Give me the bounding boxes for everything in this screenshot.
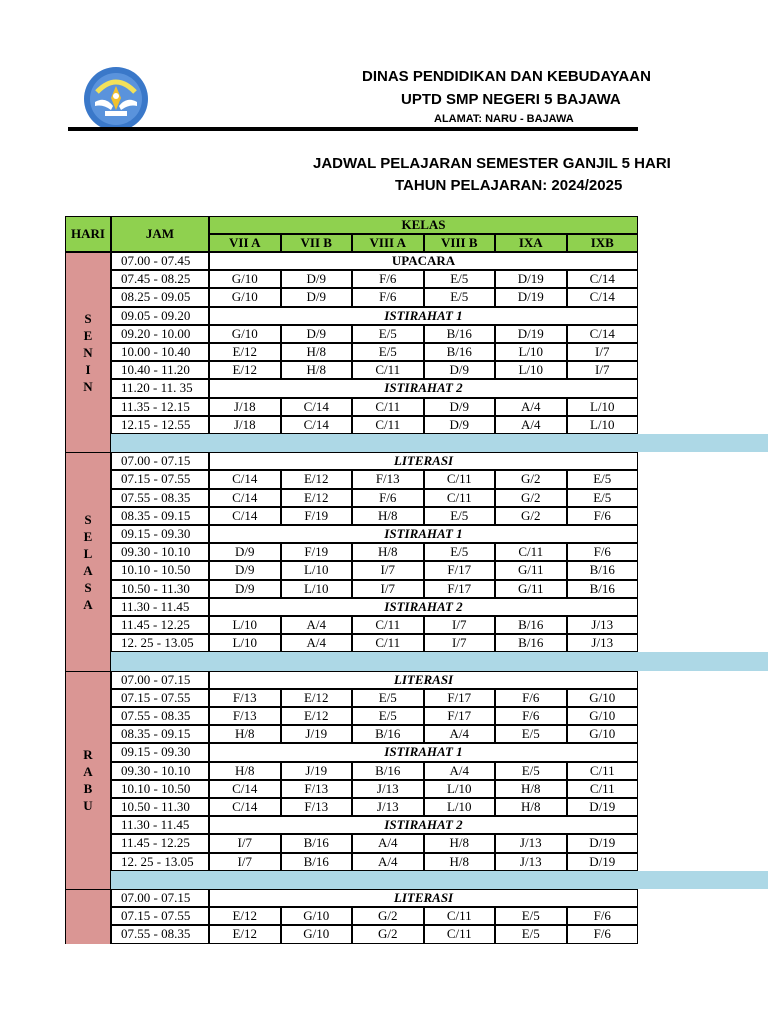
- time-slot: 11.35 - 12.15: [111, 398, 209, 416]
- subject-cell: G/10: [209, 270, 281, 288]
- subject-cell: B/16: [281, 834, 353, 852]
- subject-cell: G/10: [567, 725, 639, 743]
- subject-cell: E/5: [424, 270, 496, 288]
- subject-cell: C/14: [567, 270, 639, 288]
- day-letter: S: [84, 579, 92, 595]
- time-slot: 09.15 - 09.30: [111, 525, 209, 543]
- day-letter: U: [83, 798, 93, 814]
- subject-cell: H/8: [281, 361, 353, 379]
- subject-cell: F/13: [209, 689, 281, 707]
- time-slot: 11.20 - 11. 35: [111, 379, 209, 397]
- subject-cell: G/11: [495, 561, 567, 579]
- time-slot: 07.15 - 07.55: [111, 689, 209, 707]
- school-name: UPTD SMP NEGERI 5 BAJAWA: [401, 91, 621, 108]
- subject-cell: E/5: [567, 489, 639, 507]
- subject-cell: D/9: [281, 325, 353, 343]
- time-slot: 11.45 - 12.25: [111, 616, 209, 634]
- time-slot: 07.55 - 08.35: [111, 489, 209, 507]
- subject-cell: I/7: [567, 343, 639, 361]
- subject-cell: F/13: [281, 780, 353, 798]
- subject-cell: E/12: [209, 907, 281, 925]
- time-slot: 09.05 - 09.20: [111, 307, 209, 325]
- subject-cell: C/14: [281, 416, 353, 434]
- time-slot: 11.45 - 12.25: [111, 834, 209, 852]
- subject-cell: J/19: [281, 725, 353, 743]
- schedule-title: JADWAL PELAJARAN SEMESTER GANJIL 5 HARI: [313, 155, 671, 172]
- subject-cell: A/4: [281, 634, 353, 652]
- time-slot: 07.00 - 07.15: [111, 671, 209, 689]
- subject-cell: E/12: [281, 489, 353, 507]
- subject-cell: H/8: [352, 543, 424, 561]
- subject-cell: E/5: [495, 762, 567, 780]
- subject-cell: F/6: [567, 507, 639, 525]
- school-address: ALAMAT: NARU - BAJAWA: [434, 113, 574, 125]
- subject-cell: G/2: [352, 925, 424, 943]
- day-label: [65, 452, 111, 670]
- subject-cell: C/14: [209, 507, 281, 525]
- subject-cell: F/6: [352, 489, 424, 507]
- subject-cell: C/11: [424, 925, 496, 943]
- subject-cell: A/4: [424, 725, 496, 743]
- day-letter: A: [83, 596, 93, 612]
- subject-cell: G/10: [209, 288, 281, 306]
- school-year: TAHUN PELAJARAN: 2024/2025: [395, 177, 623, 194]
- subject-cell: D/9: [209, 561, 281, 579]
- day-letter: E: [83, 528, 93, 544]
- event-label: ISTIRAHAT 1: [209, 525, 638, 543]
- subject-cell: F/13: [209, 707, 281, 725]
- subject-cell: J/18: [209, 398, 281, 416]
- time-slot: 12. 25 - 13.05: [111, 853, 209, 871]
- subject-cell: C/11: [424, 489, 496, 507]
- day-letter: A: [83, 764, 93, 780]
- subject-cell: B/16: [424, 343, 496, 361]
- time-slot: 10.40 - 11.20: [111, 361, 209, 379]
- subject-cell: A/4: [495, 416, 567, 434]
- time-slot: 08.25 - 09.05: [111, 288, 209, 306]
- day-separator: [111, 434, 768, 452]
- subject-cell: I/7: [209, 853, 281, 871]
- subject-cell: F/13: [352, 470, 424, 488]
- time-slot: 09.15 - 09.30: [111, 743, 209, 761]
- subject-cell: F/6: [352, 270, 424, 288]
- subject-cell: A/4: [281, 616, 353, 634]
- subject-cell: F/19: [281, 543, 353, 561]
- subject-cell: F/6: [567, 543, 639, 561]
- event-label: ISTIRAHAT 2: [209, 598, 638, 616]
- subject-cell: G/2: [495, 507, 567, 525]
- subject-cell: J/13: [352, 780, 424, 798]
- subject-cell: B/16: [495, 634, 567, 652]
- subject-cell: E/5: [567, 470, 639, 488]
- time-slot: 10.10 - 10.50: [111, 780, 209, 798]
- event-label: ISTIRAHAT 1: [209, 307, 638, 325]
- subject-cell: G/10: [567, 689, 639, 707]
- subject-cell: C/14: [567, 288, 639, 306]
- subject-cell: E/12: [281, 470, 353, 488]
- subject-cell: L/10: [495, 343, 567, 361]
- subject-cell: E/5: [495, 725, 567, 743]
- jam-header: JAM: [111, 216, 209, 252]
- time-slot: 11.30 - 11.45: [111, 816, 209, 834]
- hari-header: HARI: [65, 216, 111, 252]
- time-slot: 07.55 - 08.35: [111, 707, 209, 725]
- subject-cell: D/19: [567, 834, 639, 852]
- subject-cell: E/5: [495, 925, 567, 943]
- subject-cell: I/7: [352, 580, 424, 598]
- subject-cell: G/11: [495, 580, 567, 598]
- subject-cell: B/16: [567, 580, 639, 598]
- time-slot: 08.35 - 09.15: [111, 507, 209, 525]
- subject-cell: C/11: [424, 470, 496, 488]
- subject-cell: C/11: [352, 616, 424, 634]
- time-slot: 07.45 - 08.25: [111, 270, 209, 288]
- subject-cell: C/11: [567, 780, 639, 798]
- subject-cell: H/8: [352, 507, 424, 525]
- day-letter: I: [85, 362, 91, 378]
- subject-cell: H/8: [209, 725, 281, 743]
- time-slot: 09.20 - 10.00: [111, 325, 209, 343]
- day-separator: [111, 652, 768, 670]
- day-letter: R: [83, 747, 93, 763]
- subject-cell: G/10: [281, 925, 353, 943]
- time-slot: 10.00 - 10.40: [111, 343, 209, 361]
- subject-cell: C/11: [567, 762, 639, 780]
- subject-cell: L/10: [209, 616, 281, 634]
- subject-cell: D/19: [495, 325, 567, 343]
- subject-cell: D/9: [424, 398, 496, 416]
- subject-cell: H/8: [281, 343, 353, 361]
- subject-cell: G/2: [495, 489, 567, 507]
- class-header: VIII A: [352, 234, 424, 252]
- subject-cell: L/10: [281, 580, 353, 598]
- time-slot: 07.55 - 08.35: [111, 925, 209, 943]
- subject-cell: F/17: [424, 580, 496, 598]
- day-letter: B: [83, 781, 93, 797]
- subject-cell: E/12: [281, 707, 353, 725]
- subject-cell: E/12: [209, 361, 281, 379]
- subject-cell: B/16: [352, 725, 424, 743]
- subject-cell: A/4: [424, 762, 496, 780]
- subject-cell: E/12: [209, 925, 281, 943]
- subject-cell: C/11: [352, 361, 424, 379]
- event-label: LITERASI: [209, 889, 638, 907]
- day-letter: N: [83, 345, 93, 361]
- subject-cell: B/16: [424, 325, 496, 343]
- time-slot: 07.15 - 07.55: [111, 907, 209, 925]
- subject-cell: E/5: [495, 907, 567, 925]
- subject-cell: B/16: [495, 616, 567, 634]
- event-label: ISTIRAHAT 2: [209, 816, 638, 834]
- class-header: IXA: [495, 234, 567, 252]
- event-label: ISTIRAHAT 2: [209, 379, 638, 397]
- subject-cell: F/6: [567, 925, 639, 943]
- subject-cell: D/9: [209, 543, 281, 561]
- subject-cell: J/13: [495, 853, 567, 871]
- time-slot: 08.35 - 09.15: [111, 725, 209, 743]
- subject-cell: A/4: [495, 398, 567, 416]
- subject-cell: E/5: [424, 507, 496, 525]
- day-letter: S: [84, 311, 92, 327]
- subject-cell: J/13: [495, 834, 567, 852]
- subject-cell: J/19: [281, 762, 353, 780]
- class-header: VII B: [281, 234, 353, 252]
- subject-cell: I/7: [352, 561, 424, 579]
- subject-cell: F/19: [281, 507, 353, 525]
- subject-cell: C/11: [352, 416, 424, 434]
- time-slot: 07.00 - 07.15: [111, 889, 209, 907]
- subject-cell: D/9: [281, 288, 353, 306]
- subject-cell: L/10: [567, 398, 639, 416]
- subject-cell: J/13: [567, 616, 639, 634]
- subject-cell: D/19: [567, 853, 639, 871]
- time-slot: 10.50 - 11.30: [111, 798, 209, 816]
- subject-cell: J/13: [352, 798, 424, 816]
- time-slot: 09.30 - 10.10: [111, 762, 209, 780]
- subject-cell: C/14: [209, 470, 281, 488]
- subject-cell: L/10: [567, 416, 639, 434]
- time-slot: 07.15 - 07.55: [111, 470, 209, 488]
- subject-cell: F/17: [424, 561, 496, 579]
- subject-cell: E/5: [424, 543, 496, 561]
- time-slot: 12. 25 - 13.05: [111, 634, 209, 652]
- subject-cell: E/5: [352, 707, 424, 725]
- subject-cell: F/17: [424, 689, 496, 707]
- day-label: [65, 252, 111, 452]
- subject-cell: I/7: [209, 834, 281, 852]
- subject-cell: D/19: [495, 270, 567, 288]
- subject-cell: C/14: [209, 780, 281, 798]
- subject-cell: F/6: [352, 288, 424, 306]
- day-letter: E: [83, 328, 93, 344]
- subject-cell: F/6: [495, 689, 567, 707]
- class-header: VIII B: [424, 234, 496, 252]
- subject-cell: B/16: [281, 853, 353, 871]
- subject-cell: C/11: [424, 907, 496, 925]
- subject-cell: G/10: [567, 707, 639, 725]
- subject-cell: L/10: [281, 561, 353, 579]
- subject-cell: F/6: [567, 907, 639, 925]
- subject-cell: D/9: [209, 580, 281, 598]
- day-letter: S: [84, 511, 92, 527]
- subject-cell: D/9: [281, 270, 353, 288]
- time-slot: 10.50 - 11.30: [111, 580, 209, 598]
- subject-cell: E/5: [424, 288, 496, 306]
- subject-cell: D/19: [567, 798, 639, 816]
- subject-cell: L/10: [495, 361, 567, 379]
- time-slot: 09.30 - 10.10: [111, 543, 209, 561]
- subject-cell: E/5: [352, 325, 424, 343]
- subject-cell: C/11: [495, 543, 567, 561]
- subject-cell: I/7: [567, 361, 639, 379]
- event-label: LITERASI: [209, 671, 638, 689]
- kelas-header: KELAS: [209, 216, 638, 234]
- subject-cell: E/5: [352, 689, 424, 707]
- subject-cell: F/13: [281, 798, 353, 816]
- subject-cell: C/14: [209, 489, 281, 507]
- subject-cell: E/5: [352, 343, 424, 361]
- time-slot: 11.30 - 11.45: [111, 598, 209, 616]
- subject-cell: B/16: [567, 561, 639, 579]
- agency-name: DINAS PENDIDIKAN DAN KEBUDAYAAN: [362, 68, 651, 85]
- subject-cell: H/8: [424, 853, 496, 871]
- subject-cell: A/4: [352, 834, 424, 852]
- subject-cell: D/9: [424, 361, 496, 379]
- time-slot: 07.00 - 07.45: [111, 252, 209, 270]
- subject-cell: E/12: [209, 343, 281, 361]
- subject-cell: B/16: [352, 762, 424, 780]
- subject-cell: L/10: [424, 780, 496, 798]
- subject-cell: D/19: [495, 288, 567, 306]
- subject-cell: G/10: [209, 325, 281, 343]
- subject-cell: C/14: [209, 798, 281, 816]
- subject-cell: D/9: [424, 416, 496, 434]
- subject-cell: G/10: [281, 907, 353, 925]
- subject-cell: I/7: [424, 634, 496, 652]
- day-letter: L: [83, 545, 93, 561]
- subject-cell: H/8: [495, 780, 567, 798]
- subject-cell: A/4: [352, 853, 424, 871]
- subject-cell: J/18: [209, 416, 281, 434]
- subject-cell: H/8: [209, 762, 281, 780]
- subject-cell: C/11: [352, 634, 424, 652]
- subject-cell: C/11: [352, 398, 424, 416]
- subject-cell: G/2: [495, 470, 567, 488]
- day-label: [65, 889, 111, 944]
- subject-cell: C/14: [567, 325, 639, 343]
- event-label: ISTIRAHAT 1: [209, 743, 638, 761]
- day-letter: N: [83, 379, 93, 395]
- class-header: VII A: [209, 234, 281, 252]
- subject-cell: G/2: [352, 907, 424, 925]
- day-separator: [111, 871, 768, 889]
- time-slot: 12.15 - 12.55: [111, 416, 209, 434]
- day-letter: A: [83, 562, 93, 578]
- time-slot: 10.10 - 10.50: [111, 561, 209, 579]
- time-slot: 07.00 - 07.15: [111, 452, 209, 470]
- subject-cell: L/10: [424, 798, 496, 816]
- subject-cell: J/13: [567, 634, 639, 652]
- subject-cell: H/8: [495, 798, 567, 816]
- subject-cell: L/10: [209, 634, 281, 652]
- event-label: UPACARA: [209, 252, 638, 270]
- class-header: IXB: [567, 234, 639, 252]
- event-label: LITERASI: [209, 452, 638, 470]
- subject-cell: I/7: [424, 616, 496, 634]
- subject-cell: H/8: [424, 834, 496, 852]
- day-label: [65, 671, 111, 889]
- subject-cell: E/12: [281, 689, 353, 707]
- subject-cell: F/6: [495, 707, 567, 725]
- subject-cell: C/14: [281, 398, 353, 416]
- subject-cell: F/17: [424, 707, 496, 725]
